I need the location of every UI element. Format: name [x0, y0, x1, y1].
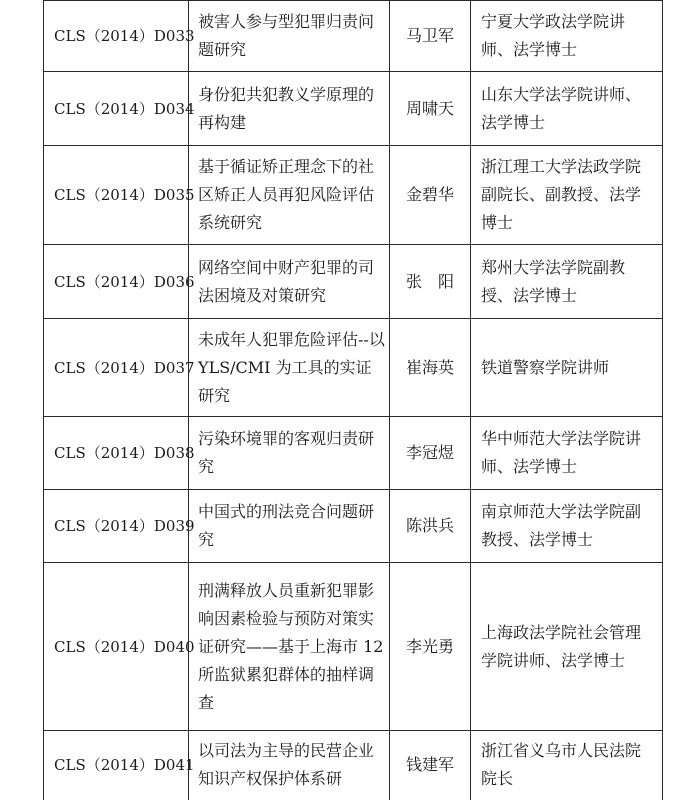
- table-row: [44, 731, 663, 800]
- project-affiliation: 华中师范大学法学院讲师、法学博士: [471, 417, 663, 490]
- table-row: [44, 146, 663, 245]
- project-affiliation: 铁道警察学院讲师: [471, 319, 663, 417]
- table-row: [44, 490, 663, 563]
- table-row: [44, 1, 663, 72]
- project-affiliation: 宁夏大学政法学院讲师、法学博士: [471, 1, 663, 72]
- table-row: [44, 563, 663, 731]
- project-code: CLS（2014）D040: [44, 563, 189, 731]
- project-title: 刑满释放人员重新犯罪影响因素检验与预防对策实证研究——基于上海市 12 所监狱累犯群体的抽样调查: [189, 563, 390, 731]
- project-author: 崔海英: [390, 319, 471, 417]
- project-author: 李冠煜: [390, 417, 471, 490]
- project-title: 被害人参与型犯罪归责问题研究: [189, 1, 390, 72]
- project-author: 马卫军: [390, 1, 471, 72]
- project-title: 未成年人犯罪危险评估--以 YLS/CMI 为工具的实证研究: [189, 319, 390, 417]
- project-affiliation: 郑州大学法学院副教授、法学博士: [471, 245, 663, 319]
- project-author: 周啸天: [390, 72, 471, 146]
- project-title: 身份犯共犯教义学原理的再构建: [189, 72, 390, 146]
- project-title: 中国式的刑法竞合问题研究: [189, 490, 390, 563]
- project-author: 张 阳: [390, 245, 471, 319]
- project-code: CLS（2014）D037: [44, 319, 189, 417]
- project-affiliation: 浙江理工大学法政学院副院长、副教授、法学博士: [471, 146, 663, 245]
- project-affiliation: 上海政法学院社会管理学院讲师、法学博士: [471, 563, 663, 731]
- project-code: CLS（2014）D038: [44, 417, 189, 490]
- project-code: CLS（2014）D039: [44, 490, 189, 563]
- project-table: [43, 0, 663, 800]
- project-code: CLS（2014）D036: [44, 245, 189, 319]
- project-author: 李光勇: [390, 563, 471, 731]
- table-row: [44, 319, 663, 417]
- project-affiliation: 浙江省义乌市人民法院院长: [471, 731, 663, 800]
- table-row: [44, 72, 663, 146]
- project-affiliation: 山东大学法学院讲师、法学博士: [471, 72, 663, 146]
- table-row: [44, 245, 663, 319]
- project-author: 金碧华: [390, 146, 471, 245]
- project-code: CLS（2014）D041: [44, 731, 189, 800]
- project-title: 污染环境罪的客观归责研究: [189, 417, 390, 490]
- project-author: 钱建军: [390, 731, 471, 800]
- project-code: CLS（2014）D034: [44, 72, 189, 146]
- project-title: 以司法为主导的民营企业知识产权保护体系研: [189, 731, 390, 800]
- project-affiliation: 南京师范大学法学院副教授、法学博士: [471, 490, 663, 563]
- project-code: CLS（2014）D033: [44, 1, 189, 72]
- project-author: 陈洪兵: [390, 490, 471, 563]
- project-code: CLS（2014）D035: [44, 146, 189, 245]
- project-title: 网络空间中财产犯罪的司法困境及对策研究: [189, 245, 390, 319]
- table-row: [44, 417, 663, 490]
- project-title: 基于循证矫正理念下的社区矫正人员再犯风险评估系统研究: [189, 146, 390, 245]
